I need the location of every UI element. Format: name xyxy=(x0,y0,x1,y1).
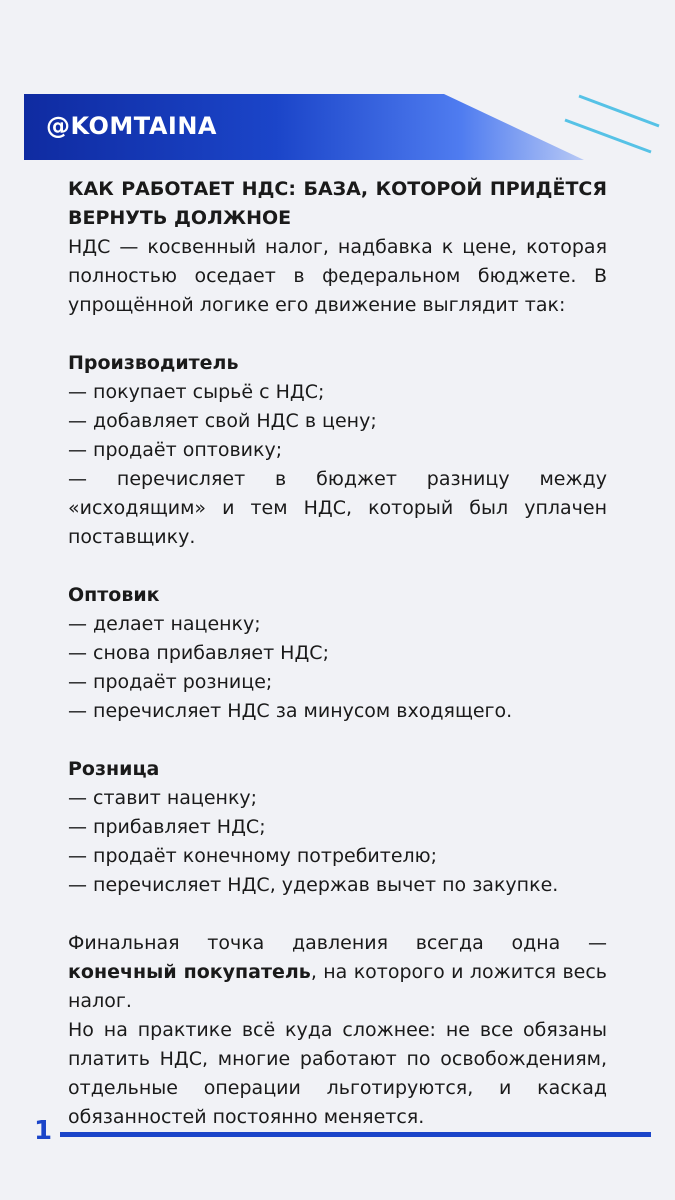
list-item: — ставит наценку; xyxy=(68,787,258,809)
list-item: — делает наценку; xyxy=(68,613,261,635)
section-producer xyxy=(68,349,607,552)
article-body xyxy=(68,175,607,1132)
list-item: — перечисляет в бюджет разницу между «исходящим» и тем НДС, который был уплачен поставщику. xyxy=(68,468,607,548)
list-item: — перечисляет НДС, удержав вычет по закупке. xyxy=(68,874,559,896)
list-item: — продаёт конечному потребителю; xyxy=(68,845,438,867)
section-retail xyxy=(68,755,607,900)
decorative-line xyxy=(565,120,651,152)
page-number: 1 xyxy=(34,1116,53,1146)
article-heading: КАК РАБОТАЕТ НДС: БАЗА, КОТОРОЙ ПРИДЁТСЯ ВЕРНУТЬ ДОЛЖНОЕ xyxy=(68,178,607,229)
spacer xyxy=(68,900,607,929)
list-item: — добавляет свой НДС в цену; xyxy=(68,410,377,432)
decorative-lines xyxy=(555,80,675,170)
list-item: — продаёт рознице; xyxy=(68,671,273,693)
spacer xyxy=(68,320,607,349)
final-paragraph xyxy=(68,929,607,1016)
list-item: — перечисляет НДС за минусом входящего. xyxy=(68,700,513,722)
list-item: — продаёт оптовику; xyxy=(68,439,283,461)
section-title: Оптовик xyxy=(68,584,160,606)
final-text: , на которого и ложится весь налог. xyxy=(68,961,607,1012)
list-item: — снова прибавляет НДС; xyxy=(68,642,329,664)
section-title: Розница xyxy=(68,758,160,780)
list-item: — покупает сырьё с НДС; xyxy=(68,381,325,403)
spacer xyxy=(68,552,607,581)
brand-handle: @KOMTAINA xyxy=(46,112,217,140)
footer-divider xyxy=(60,1132,651,1137)
section-wholesaler xyxy=(68,581,607,726)
article-intro: НДС — косвенный налог, надбавка к цене, которая полностью оседает в федеральном бюджете. В упрощённой логике его движение выглядит так: xyxy=(68,236,607,316)
final-text: Финальная точка давления всегда одна — xyxy=(68,932,607,954)
section-title: Производитель xyxy=(68,352,239,374)
final-emphasis: конечный покупатель xyxy=(68,961,311,983)
closing-paragraph: Но на практике всё куда сложнее: не все обязаны платить НДС, многие работают по освобождениям, отдельные операции льготируются, и каскад обязанностей постоянно меняется. xyxy=(68,1019,607,1128)
spacer xyxy=(68,726,607,755)
list-item: — прибавляет НДС; xyxy=(68,816,266,838)
decorative-line xyxy=(579,96,659,126)
